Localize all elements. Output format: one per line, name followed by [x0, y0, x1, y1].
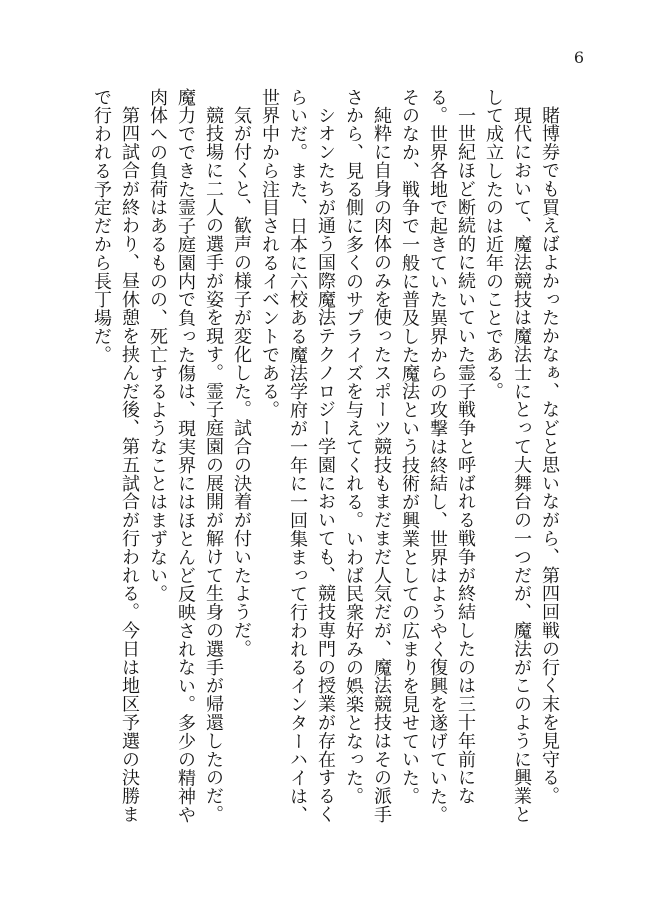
paragraph: 競技場に二人の選手が姿を現す。霊子庭園の展開が解けて生身の選手が帰還したのだ。魔力でできた霊子庭園内で負った傷は、現実界にはほとんど反映されない。多少の精神や肉体への負荷はあるものの、死亡するようなことはまずない。 [147, 88, 224, 824]
paragraph: 賭博券でも買えばよかったかなぁ、などと思いながら、第四回戦の行く末を見守る。 [539, 106, 560, 806]
body-text [91, 88, 563, 828]
paragraph: 純粋に自身の肉体のみを使ったスポーツ競技もまだまだ人気だが、魔法競技はその派手さから、見る側に多くのサプライズを与えてくれる。いわば民衆好みの娯楽となった。 [343, 88, 392, 824]
paragraph: 一世紀ほど断続的に続いていた霊子戦争と呼ばれる戦争が終結したのは三十年前になる。世界各地で起きていた異界からの攻撃は終結し、世界はようやく復興を遂げていた。そのなか、戦争で一般に普及した魔法という技術が興業としての広まりを見せていた。 [399, 88, 476, 824]
paragraph: 現代において、魔法競技は魔法士にとって大舞台の一つだが、魔法がこのように興業として成立したのは近年のことである。 [483, 88, 532, 824]
page-number: 6 [573, 48, 584, 67]
paragraph: 気が付くと、歓声の様子が変化した。試合の決着が付いたようだ。 [231, 106, 252, 658]
paragraph: シオンたちが通う国際魔法テクノロジー学園においても、競技専門の授業が存在するくらいだ。また、日本に六校ある魔法学府が一年に一回集まって行われるインターハイは、世界中から注目されるイベントである。 [259, 88, 336, 824]
paragraph: 第四試合が終わり、昼休憩を挟んだ後、第五試合が行われる。今日は地区予選の決勝まで行われる予定だから長丁場だ。 [91, 88, 140, 824]
